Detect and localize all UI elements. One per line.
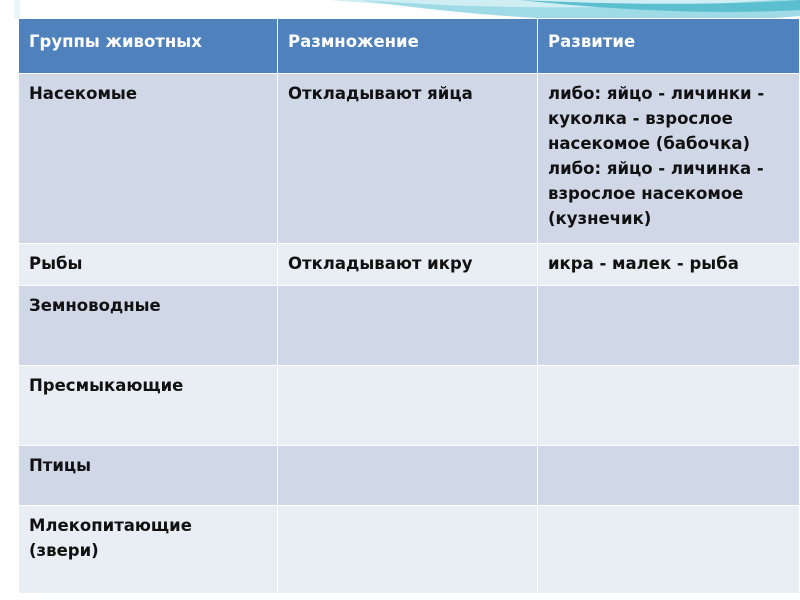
cell-development: [538, 286, 800, 366]
cell-reproduction: [278, 366, 538, 446]
table-row: [19, 446, 800, 506]
animals-table: [18, 18, 800, 594]
header-reproduction: Размножение: [278, 19, 538, 74]
cell-reproduction: [278, 446, 538, 506]
header-animal-groups: Группы животных: [19, 19, 278, 74]
cell-group: Птицы: [19, 446, 278, 506]
table-row: [19, 506, 800, 594]
cell-development: икра - малек - рыба: [538, 244, 800, 286]
cell-development: [538, 446, 800, 506]
table-row: [19, 286, 800, 366]
table-row: [19, 244, 800, 286]
table-row: [19, 74, 800, 244]
cell-reproduction: [278, 286, 538, 366]
cell-group: Насекомые: [19, 74, 278, 244]
cell-reproduction: Откладывают яйца: [278, 74, 538, 244]
table-row: [19, 366, 800, 446]
table-header-row: [19, 19, 800, 74]
cell-group: Земноводные: [19, 286, 278, 366]
cell-development: [538, 506, 800, 594]
header-development: Развитие: [538, 19, 800, 74]
cell-development: либо: яйцо - личинки - куколка - взрослое насекомое (бабочка) либо: яйцо - личинка - взрослое насекомое (кузнечик): [538, 74, 800, 244]
cell-reproduction: Откладывают икру: [278, 244, 538, 286]
cell-group: Рыбы: [19, 244, 278, 286]
cell-group: Млекопитающие (звери): [19, 506, 278, 594]
cell-reproduction: [278, 506, 538, 594]
cell-group: Пресмыкающие: [19, 366, 278, 446]
cell-development: [538, 366, 800, 446]
